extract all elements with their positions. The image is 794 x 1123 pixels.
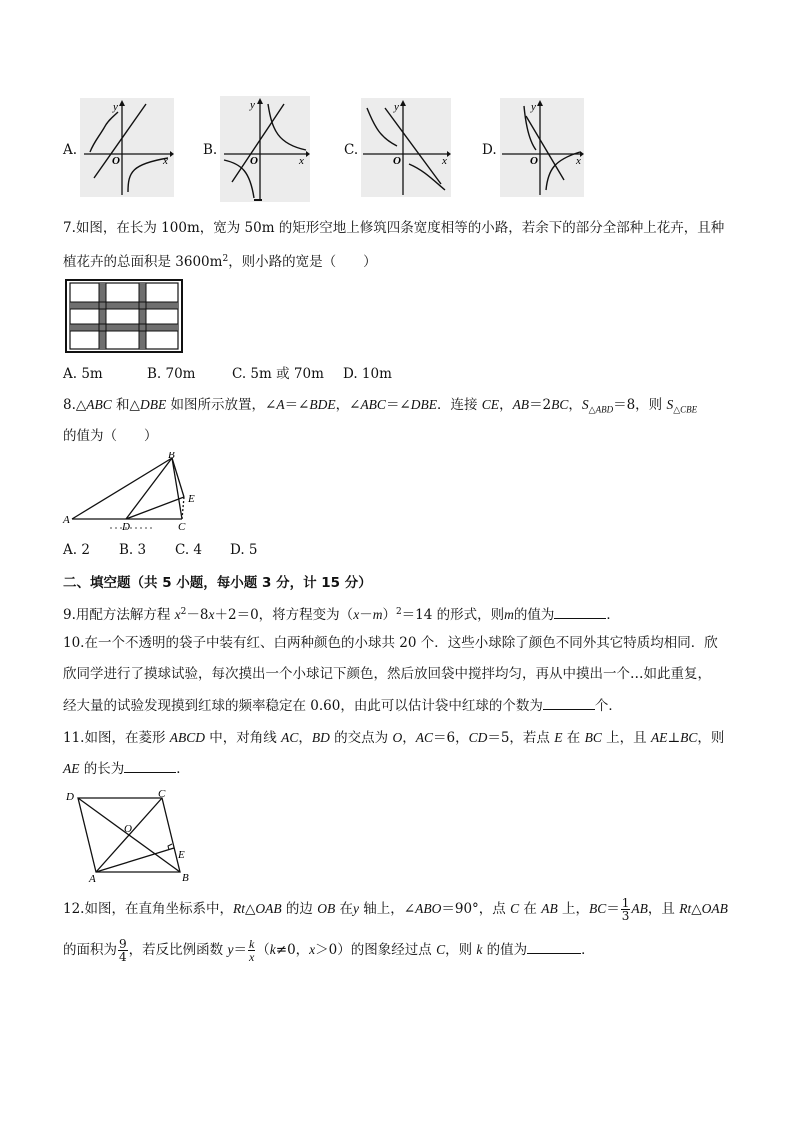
q8-option-c: C. 4	[175, 542, 203, 558]
q8-t1: 8.△	[63, 397, 87, 413]
q12-t7: 在	[519, 901, 542, 917]
q11-t10: ⊥	[667, 730, 681, 746]
q7-option-b: B. 70m	[147, 366, 196, 382]
q8-abc: ABC	[86, 397, 112, 412]
q11-rhombus-figure	[62, 788, 202, 884]
q11-fig-e: E	[178, 849, 185, 861]
q12-frac-nine-fourths	[118, 938, 128, 963]
q6-graph-a	[80, 98, 174, 197]
q12-abo: ABO	[415, 901, 442, 916]
q8-fig-c: C	[178, 521, 186, 532]
q11-t1: 11.如图，在菱形	[63, 730, 170, 746]
q6-option-c-label: C.	[344, 142, 359, 158]
q11-t5: ，	[402, 730, 416, 746]
q9-t2: －8	[186, 607, 209, 623]
q11-t3: ，	[298, 730, 312, 746]
q11-ae: AE	[650, 730, 668, 745]
q8-t10: ，	[568, 397, 582, 413]
q11-cd: CD	[468, 730, 488, 745]
q8-sub-abd: △ABD	[588, 404, 614, 415]
q12-t9: ＝	[606, 901, 620, 917]
q6-d-y-label: y	[531, 101, 536, 113]
q11-t2: 中，对角线	[205, 730, 282, 746]
q11-answer-blank[interactable]	[124, 772, 176, 773]
q11-ac: AC	[281, 730, 299, 745]
q12-end: ．	[581, 942, 595, 958]
q12-t12: 的面积为	[63, 942, 117, 958]
q7-option-a: A. 5m	[63, 366, 103, 382]
q12-c2: C	[436, 942, 446, 957]
q12-t18: 的值为	[482, 942, 528, 958]
q9-t5: ）	[382, 607, 396, 623]
q6-d-origin-label: O	[530, 155, 538, 167]
q9-t3: ＋2＝0，将方程变为（	[214, 607, 354, 623]
q12-t4: 在	[335, 901, 354, 917]
q8-t5: ，∠	[335, 397, 361, 413]
q12-t13: ，若反比例函数	[128, 942, 228, 958]
q9-m: m	[372, 607, 383, 622]
q7-stem-line2-b: ，则小路的宽是（ ）	[228, 254, 377, 270]
q7-option-c: C. 5m 或 70m	[232, 366, 324, 382]
q12-oab2: OAB	[701, 901, 728, 916]
q11-fig-b: B	[182, 872, 189, 884]
q12-line1	[63, 896, 728, 922]
q12-t6: ＝90°，点	[441, 901, 511, 917]
q12-t3: 的边	[281, 901, 318, 917]
q8-abc2: ABC	[360, 397, 386, 412]
q9-end: ．	[606, 607, 620, 623]
q12-eq: ＝	[233, 942, 247, 958]
q8-option-d: D. 5	[230, 542, 258, 558]
q6-c-origin-label: O	[393, 155, 401, 167]
q12-t5: 轴上，∠	[359, 901, 416, 917]
q6-option-b-label: B.	[203, 142, 218, 158]
q12-c: C	[510, 901, 520, 916]
q12-t10: ，且	[647, 901, 680, 917]
q8-ab: AB	[512, 397, 530, 412]
q8-t7: ．连接	[437, 397, 482, 413]
q12-line2	[63, 935, 595, 965]
q8-fig-e: E	[188, 493, 195, 505]
q9-m2: m	[504, 607, 514, 622]
q12-t16: ＞0）的图象经过点	[315, 942, 437, 958]
q8-dbe: DBE	[139, 397, 167, 412]
q10-answer-blank[interactable]	[543, 709, 595, 710]
q11-e: E	[554, 730, 563, 745]
q12-frac3-num: k	[248, 937, 255, 951]
q12-bc: BC	[589, 901, 607, 916]
q7-stem-line2	[63, 249, 377, 272]
q8-fig-d: D	[122, 521, 130, 532]
q12-frac2-num: 9	[119, 937, 127, 951]
q8-triangle-figure	[62, 452, 212, 532]
q11-bc: BC	[584, 730, 602, 745]
q11-line1	[63, 728, 724, 748]
q8-t6: ＝∠	[385, 397, 411, 413]
q7-option-d: D. 10m	[343, 366, 392, 382]
q11-fig-o: O	[124, 823, 132, 835]
q11-fig-d: D	[66, 791, 74, 803]
q9-t4: －	[359, 607, 373, 623]
q12-k1: k	[269, 942, 276, 957]
q12-y: y	[353, 901, 360, 916]
q6-d-x-label: x	[576, 155, 581, 167]
q11-abcd: ABCD	[169, 730, 206, 745]
q6-b-x-label: x	[299, 155, 304, 167]
q8-bc: BC	[551, 397, 569, 412]
q8-fig-a: A	[63, 514, 70, 526]
q8-option-a: A. 2	[63, 542, 90, 558]
q8-stem-line2: 的值为（ ）	[63, 428, 158, 444]
q6-a-x-label: x	[163, 155, 168, 167]
q8-t3: 如图所示放置，∠	[166, 397, 277, 413]
q9-x3: x	[353, 607, 360, 622]
q10-line2: 欣同学进行了摸球试验，每次摸出一个小球记下颜色，然后放回袋中搅拌均匀，再从中摸出一个…如此重复，	[63, 666, 711, 682]
q11-bd: BD	[311, 730, 330, 745]
q7-stem-line1: 7.如图，在长为 100m，宽为 50m 的矩形空地上修筑四条宽度相等的小路，若余下的部分全部种上花卉，且种	[63, 220, 725, 236]
q12-frac2-den: 4	[119, 950, 127, 964]
q12-frac3-den: x	[248, 950, 255, 964]
q8-dbe2: DBE	[410, 397, 437, 412]
q8-bde: BDE	[309, 397, 336, 412]
q6-b-y-label: y	[250, 99, 255, 111]
q12-y2: y	[227, 942, 234, 957]
q12-frac-k-over-x	[248, 938, 255, 963]
q6-b-origin-label: O	[250, 155, 258, 167]
q11-t8: 在	[562, 730, 585, 746]
q12-frac-one-third	[621, 897, 631, 922]
q11-t9: 上，且	[601, 730, 651, 746]
q11-t6: ＝6，	[432, 730, 469, 746]
q8-fig-b: B	[168, 452, 175, 461]
q9-sup1: 2	[180, 607, 187, 617]
q12-rt: Rt	[232, 901, 245, 916]
q6-graph-b	[220, 96, 310, 202]
q12-answer-blank[interactable]	[527, 953, 581, 954]
q11-t12: 的长为	[79, 761, 125, 777]
q11-bc2: BC	[680, 730, 698, 745]
q6-graph-d	[500, 98, 584, 197]
q9-x: x	[174, 607, 181, 622]
q11-t11: ，则	[697, 730, 725, 746]
q8-ce: CE	[481, 397, 500, 412]
q8-stem-line1	[63, 395, 697, 420]
q12-ab2: AB	[631, 901, 648, 916]
q9-x2: x	[208, 607, 215, 622]
q6-c-x-label: x	[442, 155, 447, 167]
q10-line1: 10.在一个不透明的袋子中装有红、白两种颜色的小球共 20 个．这些小球除了颜色不同外其它特质均相同．欣	[63, 635, 718, 651]
q12-frac1-num: 1	[621, 896, 630, 910]
q8-s2: S	[666, 397, 674, 412]
q6-c-y-label: y	[394, 101, 399, 113]
q6-option-a-label: A.	[63, 142, 78, 158]
q8-option-b: B. 3	[119, 542, 147, 558]
q10-line3-b: 个．	[594, 698, 622, 714]
q12-t14: （	[256, 942, 270, 958]
q12-frac1-den: 3	[621, 909, 630, 923]
q11-t7: ＝5，若点	[487, 730, 555, 746]
q12-rt2: Rt	[679, 901, 692, 916]
q11-o: O	[392, 730, 403, 745]
q11-end: ．	[176, 761, 190, 777]
q12-ab: AB	[541, 901, 558, 916]
q12-t11: △	[691, 901, 702, 917]
q7-stem-line2-a: 植花卉的总面积是 3600m	[63, 254, 223, 270]
q8-a: A	[276, 397, 285, 412]
q9-stem	[63, 602, 620, 625]
q12-k2: k	[476, 942, 483, 957]
q12-oab: OAB	[255, 901, 282, 916]
q11-t4: 的交点为	[329, 730, 393, 746]
q11-ae2: AE	[63, 761, 80, 776]
q8-s: S	[581, 397, 589, 412]
q12-t8: 上，	[557, 901, 590, 917]
q12-t15: ≠0，	[275, 942, 310, 958]
q6-graph-c	[361, 98, 451, 197]
q8-t8: ，	[499, 397, 513, 413]
q12-t17: ，则	[445, 942, 477, 958]
q12-ob: OB	[317, 901, 336, 916]
q12-x1: x	[309, 942, 316, 957]
q9-answer-blank[interactable]	[554, 618, 606, 619]
section-2-heading: 二、填空题（共 5 小题，每小题 3 分，计 15 分）	[63, 575, 372, 591]
q12-t2: △	[244, 901, 256, 917]
q8-t2: 和△	[111, 397, 140, 413]
q6-option-d-label: D.	[482, 142, 497, 158]
q9-sup2: 2	[395, 607, 402, 617]
q6-a-y-label: y	[113, 101, 118, 113]
q9-t1: 9.用配方法解方程	[63, 607, 175, 623]
q8-t9: ＝2	[529, 397, 552, 413]
q9-t7: 的值为	[513, 607, 555, 623]
q10-line3	[63, 696, 622, 716]
q7-field-figure	[64, 278, 184, 354]
q7-stem-sup: 2	[222, 254, 229, 264]
q12-t1: 12.如图，在直角坐标系中，	[63, 901, 233, 917]
q11-line2	[63, 759, 190, 779]
q9-t6: ＝14 的形式，则	[401, 607, 505, 623]
q8-t4: ＝∠	[284, 397, 310, 413]
q6-a-origin-label: O	[112, 155, 120, 167]
q11-fig-c: C	[158, 788, 166, 800]
q10-line3-a: 经大量的试验发现摸到红球的频率稳定在 0.60，由此可以估计袋中红球的个数为	[63, 698, 543, 714]
q11-fig-a: A	[89, 873, 96, 884]
q8-sub-cbe: △CBE	[673, 404, 698, 415]
q11-ac2: AC	[415, 730, 433, 745]
q8-t11: ＝8，则	[613, 397, 667, 413]
